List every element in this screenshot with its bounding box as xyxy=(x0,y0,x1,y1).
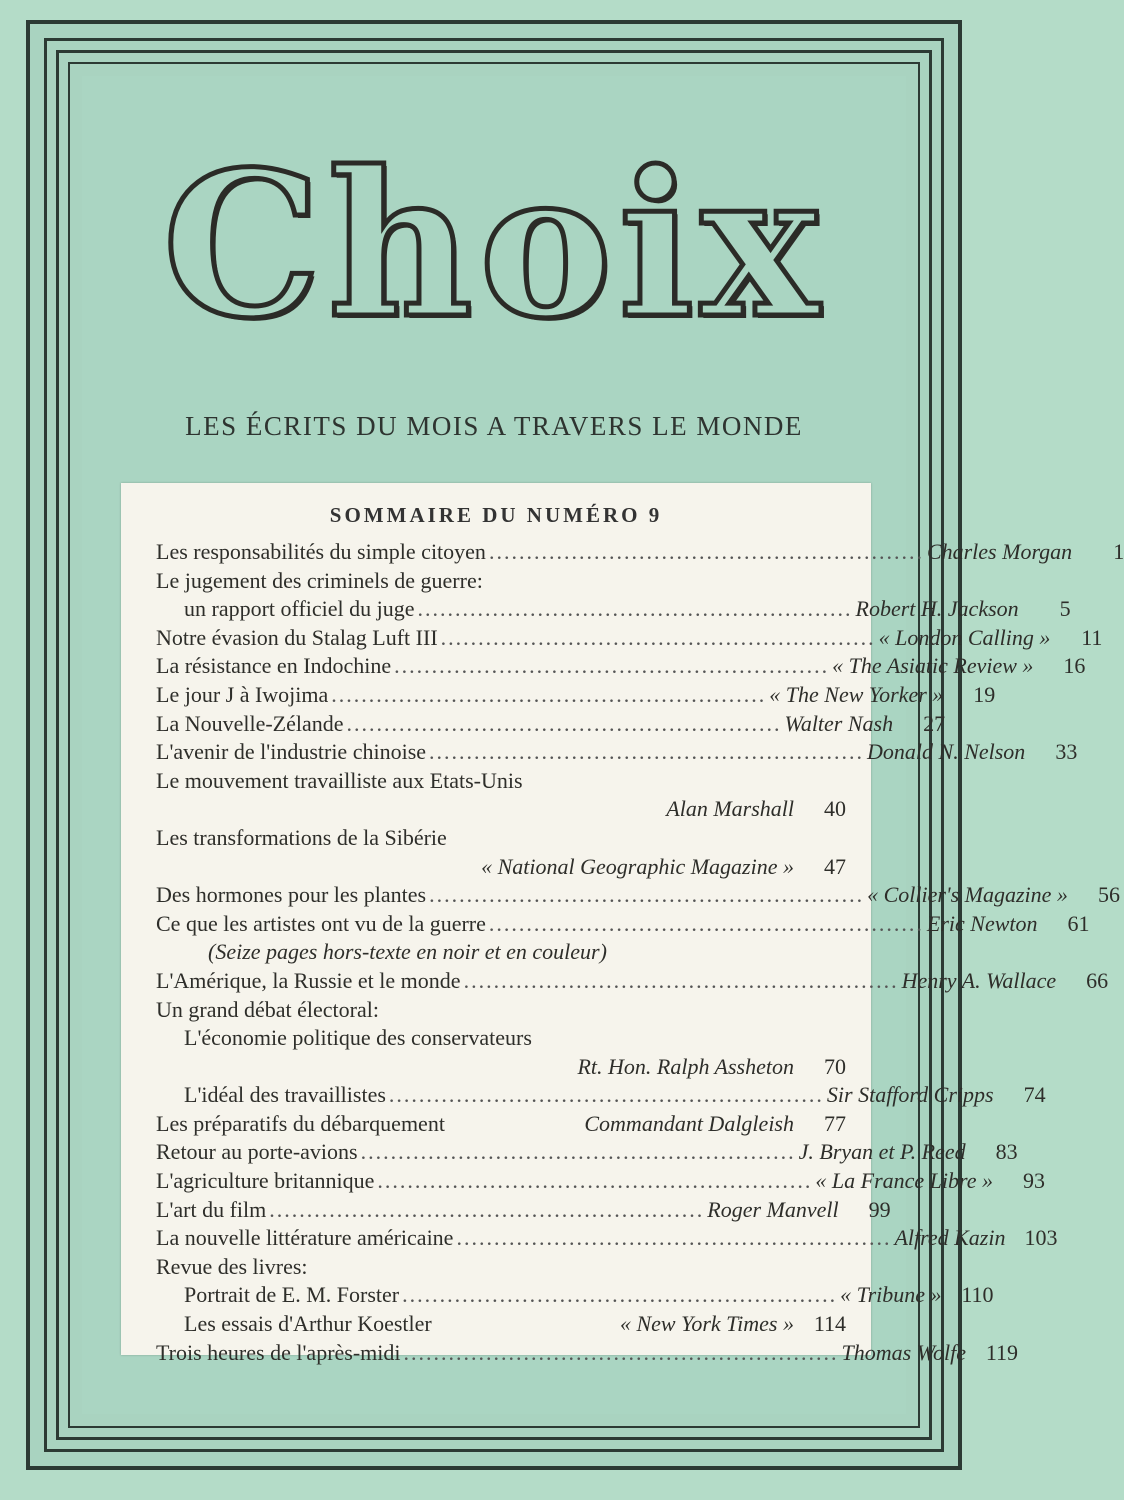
entry-author: Rt. Hon. Ralph Assheton xyxy=(577,1053,794,1079)
toc-entry: L'agriculture britannique .......................................................... « La France Libre » 93 xyxy=(156,1168,1046,1194)
entry-page: 70 xyxy=(824,1053,846,1079)
contents-list xyxy=(156,539,1124,1368)
toc-entry xyxy=(156,1054,846,1083)
toc-entry xyxy=(156,854,846,883)
toc-entry: Le jour J à Iwojima .......................................................... « The New Yorker » 19 xyxy=(156,681,996,707)
entry-title: Retour au porte-avions xyxy=(156,1139,358,1165)
entry-page: 114 xyxy=(813,1311,846,1337)
entry-author: Eric Newton xyxy=(926,910,1038,936)
entry-page: 1 xyxy=(1113,539,1124,564)
entry-page: 83 xyxy=(995,1139,1018,1165)
toc-entry xyxy=(156,997,846,1026)
toc-entry: Les responsabilités du simple citoyen .......................................................... Charles Morgan 1 xyxy=(156,539,1124,564)
magazine-title: Choix xyxy=(162,128,826,363)
entry-page: 93 xyxy=(1023,1168,1046,1194)
entry-author: « Tribune » xyxy=(840,1282,942,1308)
entry-author: Robert H. Jackson xyxy=(855,596,1019,622)
entry-title: Un grand débat électoral: xyxy=(156,996,379,1022)
toc-entry: Notre évasion du Stalag Luft III .......................................................... « London Calling » 11 xyxy=(156,624,1103,650)
entry-author: « La France Libre » xyxy=(815,1168,994,1194)
entry-title: Les responsabilités du simple citoyen xyxy=(156,539,486,564)
toc-entry: un rapport officiel du juge .......................................................... Robert H. Jackson 5 xyxy=(184,596,1071,622)
entry-page: 77 xyxy=(824,1110,846,1136)
entry-title: Ce que les artistes ont vu de la guerre xyxy=(156,910,486,936)
entry-author: Walter Nash xyxy=(784,710,894,736)
toc-entry xyxy=(156,1025,846,1054)
entry-author: « National Geographic Magazine » xyxy=(481,853,794,879)
entry-title: L'idéal des travaillistes xyxy=(184,1082,386,1108)
toc-entry xyxy=(156,1111,846,1140)
entry-author: Sir Stafford Cripps xyxy=(826,1082,994,1108)
toc-entry: Retour au porte-avions .......................................................... J. Bryan et P. Reed 83 xyxy=(156,1139,1018,1165)
toc-entry xyxy=(156,568,846,597)
entry-author: Charles Morgan xyxy=(926,539,1073,564)
entry-author: « Collier's Magazine » xyxy=(867,882,1068,908)
entry-page: 47 xyxy=(824,853,846,879)
entry-title: Le mouvement travailliste aux Etats-Unis xyxy=(156,767,523,793)
entry-title: L'art du film xyxy=(156,1196,267,1222)
entry-author: « The Asiatic Review » xyxy=(832,653,1034,679)
entry-title: L'économie politique des conservateurs xyxy=(184,1025,532,1051)
toc-entry xyxy=(156,825,846,854)
magazine-subtitle: LES ÉCRITS DU MOIS A TRAVERS LE MONDE xyxy=(185,411,803,441)
entry-page: 19 xyxy=(973,681,996,707)
entry-title: Les préparatifs du débarquement xyxy=(156,1110,445,1136)
entry-title: un rapport officiel du juge xyxy=(184,596,415,622)
entry-title: L'avenir de l'industrie chinoise xyxy=(156,739,427,765)
entry-title: Trois heures de l'après-midi xyxy=(156,1339,401,1365)
toc-entry xyxy=(156,796,846,825)
entry-title: La résistance en Indochine xyxy=(156,653,392,679)
magazine-cover xyxy=(26,20,1124,1470)
toc-entry: L'art du film .......................................................... Roger Manvell 99 xyxy=(156,1196,891,1222)
entry-page: 103 xyxy=(1024,1225,1058,1251)
entry-author: Roger Manvell xyxy=(707,1196,839,1222)
entry-page: 66 xyxy=(1086,967,1109,993)
toc-entry xyxy=(156,768,846,797)
toc-entry: L'Amérique, la Russie et le monde .......................................................... Henry A. Wallace 66 xyxy=(156,967,1109,993)
entry-title: L'Amérique, la Russie et le monde xyxy=(156,967,461,993)
entry-author: Henry A. Wallace xyxy=(901,967,1057,993)
entry-page: 119 xyxy=(985,1339,1018,1365)
entry-page: 5 xyxy=(1059,596,1071,622)
entry-author: Alfred Kazin xyxy=(894,1225,1006,1251)
entry-title: L'agriculture britannique xyxy=(156,1168,375,1194)
entry-title: (Seize pages hors-texte en noir et en couleur) xyxy=(208,939,607,965)
entry-page: 27 xyxy=(923,710,946,736)
entry-author: Alan Marshall xyxy=(666,796,794,822)
toc-entry: Portrait de E. M. Forster .......................................................... « Tribune » 110 xyxy=(184,1282,994,1308)
entry-page: 110 xyxy=(961,1282,994,1308)
entry-author: « New York Times » xyxy=(619,1311,794,1337)
entry-author: Donald N. Nelson xyxy=(867,739,1026,765)
entry-title: Les transformations de la Sibérie xyxy=(156,824,447,850)
toc-entry: Des hormones pour les plantes .......................................................... « Collier's Magazine » 56 xyxy=(156,882,1120,908)
entry-page: 56 xyxy=(1097,882,1120,908)
table-of-contents xyxy=(121,483,1124,1365)
entry-page: 74 xyxy=(1023,1082,1046,1108)
entry-title: Les essais d'Arthur Koestler xyxy=(184,1311,432,1337)
contents-heading: SOMMAIRE DU NUMÉRO 9 xyxy=(329,503,663,527)
entry-title: Le jugement des criminels de guerre: xyxy=(156,567,483,593)
entry-page: 11 xyxy=(1081,624,1103,650)
entry-author: « The New Yorker » xyxy=(769,681,944,707)
entry-title: Des hormones pour les plantes xyxy=(156,882,427,908)
toc-entry: Trois heures de l'après-midi .......................................................... Thomas Wolfe 119 xyxy=(156,1339,1018,1365)
entry-author: « London Calling » xyxy=(878,624,1051,650)
entry-title: Portrait de E. M. Forster xyxy=(184,1282,400,1308)
entry-title: Revue des livres: xyxy=(156,1253,308,1279)
entry-author: Commandant Dalgleish xyxy=(584,1110,794,1136)
entry-page: 33 xyxy=(1055,739,1078,765)
toc-entry: L'idéal des travaillistes .......................................................... Sir Stafford Cripps 74 xyxy=(184,1082,1046,1108)
cover-panel xyxy=(82,76,1124,1414)
entry-page: 99 xyxy=(868,1196,891,1222)
toc-entry xyxy=(156,1311,846,1340)
toc-note xyxy=(156,939,846,968)
entry-page: 61 xyxy=(1067,910,1090,936)
toc-entry: Ce que les artistes ont vu de la guerre .......................................................... Eric Newton 61 xyxy=(156,910,1090,936)
toc-entry: La résistance en Indochine .......................................................... « The Asiatic Review » 16 xyxy=(156,653,1086,679)
entry-author: J. Bryan et P. Reed xyxy=(798,1139,966,1165)
toc-entry xyxy=(156,1254,846,1283)
toc-entry: L'avenir de l'industrie chinoise .......................................................... Donald N. Nelson 33 xyxy=(156,739,1078,765)
toc-entry: La Nouvelle-Zélande .......................................................... Walter Nash 27 xyxy=(156,710,946,736)
entry-page: 40 xyxy=(824,796,846,822)
entry-author: Thomas Wolfe xyxy=(841,1339,966,1365)
entry-page: 16 xyxy=(1063,653,1086,679)
toc-entry: La nouvelle littérature américaine .......................................................... Alfred Kazin 103 xyxy=(156,1225,1058,1251)
entry-title: Le jour J à Iwojima xyxy=(156,681,329,707)
entry-title: Notre évasion du Stalag Luft III xyxy=(156,624,438,650)
entry-title: La Nouvelle-Zélande xyxy=(156,710,344,736)
entry-title: La nouvelle littérature américaine xyxy=(156,1225,454,1251)
